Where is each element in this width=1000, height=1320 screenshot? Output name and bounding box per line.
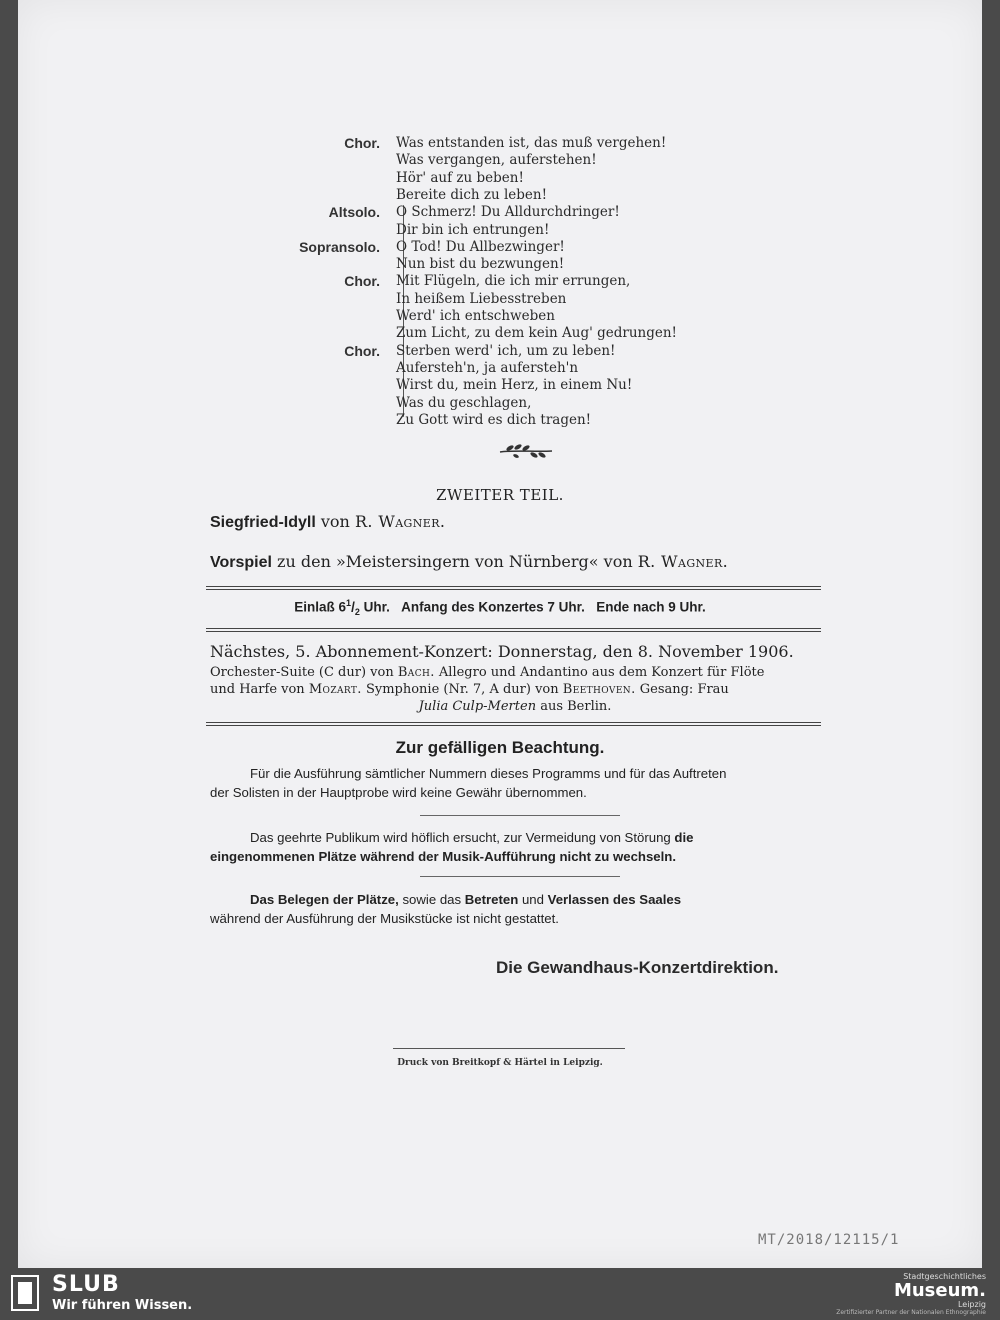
next-concert-l3-b: aus Berlin. [536, 699, 612, 714]
verse-line: Dir bin ich entrungen! [396, 222, 550, 238]
notice-heading: Zur gefälligen Beachtung. [395, 738, 605, 757]
notice-p3-verlassen: Verlassen des Saales [547, 892, 682, 907]
next-concert-l2-b: Symphonie (Nr. 7, A dur) von [361, 682, 563, 697]
einlass-text: Einlaß 6 [294, 599, 347, 615]
verse-line: Sterben werd' ich, um zu leben! [396, 343, 616, 359]
siegfried-idyll-composer: R. Wagner. [354, 512, 446, 531]
notice-p3-und: und [518, 892, 548, 907]
program-page [18, 0, 982, 1268]
verse-line: Aufersteh'n, ja aufersteh'n [396, 360, 579, 376]
notice-p3-sowie: sowie das [398, 892, 465, 907]
composer-beethoven: Beethoven. [562, 682, 636, 697]
verse-line: In heißem Liebesstreben [396, 291, 567, 307]
printer-imprint: Druck von Breitkopf & Härtel in Leipzig. [397, 1058, 603, 1068]
notice-p1-line-2: der Solisten in der Hauptprobe wird keine Gewähr übernommen. [210, 785, 587, 800]
singer-name: Julia Culp-Merten [418, 699, 537, 714]
verse-line: Was du geschlagen, [396, 395, 532, 411]
divider-rule [206, 628, 821, 632]
next-concert-line-3 [210, 698, 820, 715]
divider-rule [206, 722, 821, 726]
notice-p2-text: Das geehrte Publikum wird höflich ersucht, zur Vermeidung von Störung [250, 830, 675, 845]
notice-p3-line-2: während der Ausführung der Musikstücke ist nicht gestattet. [210, 911, 559, 926]
vorspiel-text: zu den »Meistersingern von Nürnberg« von [271, 552, 638, 571]
notice-p3-belegen: Das Belegen der Plätze, [250, 892, 399, 907]
notice-paragraph-2 [210, 828, 820, 866]
notice-p1-line-1: Für die Ausführung sämtlicher Nummern dieses Programms und für das Auftreten [250, 766, 727, 781]
verse-line: Mit Flügeln, die ich mir errungen, [396, 273, 631, 289]
part-two-heading: ZWEITER TEIL. [436, 486, 564, 504]
siegfried-idyll-title: Siegfried-Idyll [210, 514, 316, 531]
composer-mozart: Mozart. [308, 682, 362, 697]
next-concert-line-2 [210, 681, 820, 698]
museum-city: Leipzig [957, 1300, 986, 1309]
slub-logo-icon [10, 1274, 40, 1312]
vorspiel-title: Vorspiel [210, 554, 272, 571]
shelfmark: MT/2018/12115/1 [758, 1232, 900, 1248]
notice-paragraph-1 [210, 764, 820, 802]
next-concert-l1-a: Orchester-Suite (C dur) von [210, 665, 398, 680]
next-concert-l2-a: und Harfe von [210, 682, 309, 697]
notice-p2-line-1 [210, 828, 820, 847]
divider-rule [206, 586, 821, 590]
siegfried-idyll-von: von [315, 512, 355, 531]
slub-tagline: Wir führen Wissen. [52, 1298, 193, 1313]
anfang-text: Anfang des Konzertes 7 Uhr. [401, 599, 585, 615]
verse-line: Was entstanden ist, das muß vergehen! [396, 135, 667, 151]
verse-line: Zum Licht, zu dem kein Aug' gedrungen! [396, 325, 677, 341]
short-divider [420, 876, 620, 877]
verse-speaker: Sopransolo. [299, 239, 380, 255]
notice-p2-line-2: eingenommenen Plätze während der Musik-Aufführung nicht zu wechseln. [210, 849, 677, 864]
einlass-fraction-slash: / [351, 599, 355, 615]
vorspiel-composer: R. Wagner. [637, 552, 729, 571]
composer-bach: Bach. [397, 665, 435, 680]
next-concert-l1-b: Allegro und Andantino aus dem Konzert für Flöte [434, 665, 765, 680]
museum-name: Museum. [893, 1280, 986, 1301]
einlass-fraction-denominator: 2 [354, 607, 360, 618]
notice-p3-line-1 [210, 890, 820, 909]
notice-p3-betreten: Betreten [464, 892, 519, 907]
verse-line: Wirst du, mein Herz, in einem Nu! [396, 377, 633, 393]
notice-p2-bold-start: die [674, 830, 694, 845]
next-concert-line-1 [210, 664, 820, 681]
einlass-uhr: Uhr. [359, 599, 390, 615]
verse-speaker: Chor. [344, 273, 380, 289]
verse-speaker: Chor. [344, 135, 380, 151]
concert-times [18, 598, 982, 617]
signature: Die Gewandhaus-Konzertdirektion. [496, 958, 779, 977]
printer-rule [393, 1048, 625, 1049]
verse-line: Zu Gott wird es dich tragen! [396, 412, 592, 428]
program-item-siegfried-idyll [210, 512, 445, 532]
laurel-ornament-icon [496, 440, 556, 462]
verse-line: O Tod! Du Allbezwinger! [396, 239, 565, 255]
einlass-fraction-numerator: 1 [346, 598, 352, 608]
verse-speaker: Chor. [344, 343, 380, 359]
verse-line: Hör' auf zu beben! [396, 170, 524, 186]
verse-line: Werd' ich entschweben [396, 308, 555, 324]
program-item-vorspiel [210, 552, 728, 572]
notice-paragraph-3 [210, 890, 820, 928]
next-concert-heading: Nächstes, 5. Abonnement-Konzert: Donnerstag, den 8. November 1906. [210, 642, 794, 661]
next-concert-l2-c: Gesang: Frau [635, 682, 729, 697]
museum-partner-line: Zertifizierter Partner der Nationalen Ethnographie [836, 1309, 986, 1316]
verse-line: Nun bist du bezwungen! [396, 256, 565, 272]
verse-speaker: Altsolo. [328, 204, 380, 220]
verse-line: Was vergangen, auferstehen! [396, 152, 597, 168]
slub-name: SLUB [52, 1272, 120, 1297]
verse-line: O Schmerz! Du Alldurchdringer! [396, 204, 620, 220]
short-divider [420, 815, 620, 816]
verse-line: Bereite dich zu leben! [396, 187, 548, 203]
museum-subtitle: Stadtgeschichtliches [903, 1272, 986, 1281]
ende-text: Ende nach 9 Uhr. [596, 599, 706, 615]
viewer-footer [0, 1268, 1000, 1320]
